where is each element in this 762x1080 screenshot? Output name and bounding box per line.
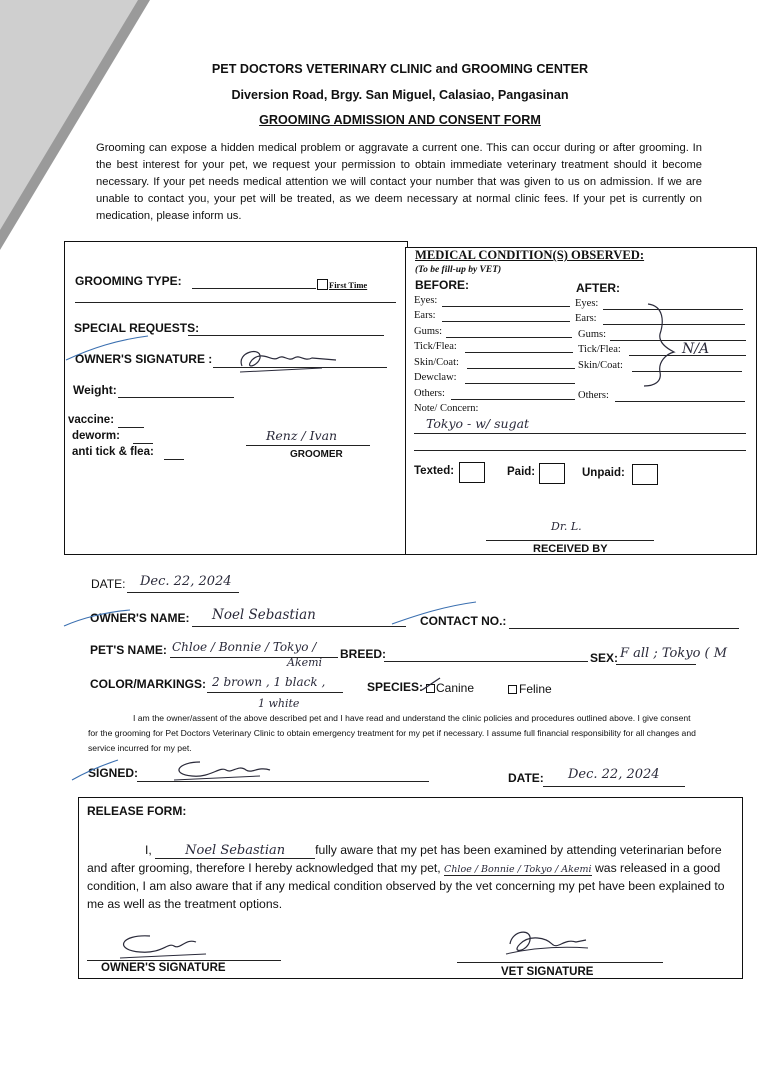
pet-name-field[interactable]: [170, 657, 338, 658]
owner-name-value: Noel Sebastian: [212, 607, 316, 623]
medical-subtitle: (To be fill-up by VET): [415, 265, 502, 275]
note-line-1[interactable]: [414, 433, 746, 434]
blue-pen-mark-4: [70, 758, 120, 782]
after-annotation: N/A: [682, 341, 710, 357]
feline-label: Feline: [519, 682, 552, 696]
signed-label: SIGNED:: [88, 766, 139, 780]
release-paragraph: [87, 842, 739, 913]
color-label: COLOR/MARKINGS:: [90, 677, 206, 691]
before-ears-label: Ears:: [414, 310, 436, 321]
unpaid-checkbox[interactable]: [632, 464, 658, 485]
after-tickflea-label: Tick/Flea:: [578, 344, 621, 355]
before-skincoat-label: Skin/Coat:: [414, 357, 459, 368]
date-value: Dec. 22, 2024: [140, 574, 232, 589]
clinic-name: PET DOCTORS VETERINARY CLINIC and GROOMING CENTER: [211, 62, 589, 76]
before-eyes-label: Eyes:: [414, 295, 438, 306]
groomer-value: Renz / Ivan: [266, 428, 338, 443]
groomer-line: [246, 445, 370, 446]
first-time-checkbox[interactable]: [317, 279, 328, 290]
before-dewclaw-field[interactable]: [465, 383, 575, 384]
consent-date-field[interactable]: [543, 786, 685, 787]
special-requests-field[interactable]: [188, 335, 384, 336]
sex-field[interactable]: [616, 664, 696, 665]
vet-release-signature-line[interactable]: [457, 962, 663, 963]
received-by-line[interactable]: [486, 540, 654, 541]
pet-name-value: Chloe / Bonnie / Tokyo /: [172, 640, 317, 654]
vet-release-signature-label: VET SIGNATURE: [501, 966, 594, 978]
after-label: AFTER:: [576, 281, 620, 295]
color-field[interactable]: [207, 692, 343, 693]
received-by-label: RECEIVED BY: [533, 543, 608, 555]
pet-name-label: PET'S NAME:: [90, 643, 167, 657]
after-gums-label: Gums:: [578, 329, 607, 340]
before-tickflea-field[interactable]: [465, 352, 573, 353]
after-skincoat-label: Skin/Coat:: [578, 360, 623, 371]
consent-date-label: DATE:: [508, 771, 544, 785]
texted-label: Texted:: [414, 465, 455, 477]
after-ears-label: Ears:: [575, 313, 597, 324]
owner-signature-label: OWNER'S SIGNATURE :: [75, 352, 213, 366]
signed-signature-scribble: [170, 756, 280, 784]
owner-name-field[interactable]: [192, 626, 406, 627]
vaccine-label: vaccine:: [68, 414, 115, 426]
special-requests-label: SPECIAL REQUESTS:: [74, 321, 200, 335]
breed-field[interactable]: [384, 661, 588, 662]
contact-field[interactable]: [509, 628, 739, 629]
after-others-label: Others:: [578, 390, 609, 401]
blue-pen-mark: [62, 334, 152, 364]
color-value-2: 1 white: [258, 697, 300, 710]
after-others-field[interactable]: [615, 401, 745, 402]
species-label: SPECIES:: [367, 680, 424, 694]
groomer-label: GROOMER: [290, 449, 343, 460]
owner-signature-scribble: [232, 344, 342, 376]
before-others-field[interactable]: [451, 399, 575, 400]
before-dewclaw-label: Dewclaw:: [414, 372, 457, 383]
owner-release-signature-line[interactable]: [87, 960, 281, 961]
antitick-field[interactable]: [164, 459, 184, 460]
date-label: DATE:: [91, 577, 126, 591]
unpaid-label: Unpaid:: [582, 467, 625, 479]
vet-release-signature: [502, 924, 592, 964]
release-name-value: Noel Sebastian: [155, 843, 315, 859]
pet-name-value-2: Akemi: [287, 656, 323, 669]
before-skincoat-field[interactable]: [467, 368, 575, 369]
deworm-label: deworm:: [72, 430, 120, 442]
owner-release-signature-label: OWNER'S SIGNATURE: [101, 962, 226, 974]
medical-title: MEDICAL CONDITION(S) OBSERVED:: [415, 248, 645, 262]
release-pet-value: Chloe / Bonnie / Tokyo / Akemi: [444, 863, 592, 875]
release-text-2: fully aware that my pet has been examined by attending veterinarian before and after grooming, therefore I hereby acknowledged that my pet,: [87, 843, 722, 875]
blue-pen-mark-2: [62, 608, 132, 628]
before-tickflea-label: Tick/Flea:: [414, 341, 457, 352]
deworm-field[interactable]: [133, 443, 153, 444]
weight-label: Weight:: [73, 383, 117, 397]
contact-label: CONTACT NO.:: [420, 614, 507, 628]
sex-label: SEX:: [590, 651, 619, 665]
before-eyes-field[interactable]: [442, 306, 570, 307]
before-label: BEFORE:: [415, 278, 469, 292]
release-title: RELEASE FORM:: [87, 804, 187, 818]
texted-checkbox[interactable]: [459, 462, 485, 483]
vaccine-field[interactable]: [118, 427, 144, 428]
intro-paragraph: Grooming can expose a hidden medical problem or aggravate a current one. This can occur during or after grooming. In the best interest for your pet, we request your permission to obtain immediate veterinary treatment should it become necessary. If your pet needs medical attention we will contact your number that was given to us on admission. If we are unable to contact you, your pet will be treated, as we deem necessary at normal clinic fees. If your pet is currently on medication, please inform us.: [96, 142, 702, 222]
release-text-1: I,: [145, 843, 152, 857]
first-time-label: First Time: [329, 280, 368, 290]
note-line-2[interactable]: [414, 450, 746, 451]
feline-checkbox[interactable]: [508, 685, 517, 694]
consent-text: I am the owner/assent of the above described pet and I have read and understand the clinic policies and procedures outlined above. I give consent for the grooming for Pet Doctors Veterinary Clinic to obtain emergency treatment for my pet if necessary. I assume full financial responsibility for all changes and service incurred for my pet.: [88, 713, 696, 753]
paid-checkbox[interactable]: [539, 463, 565, 484]
color-value: 2 brown , 1 black ,: [212, 675, 326, 689]
weight-field[interactable]: [118, 397, 234, 398]
form-title: GROOMING ADMISSION AND CONSENT FORM: [259, 113, 541, 127]
before-gums-field[interactable]: [446, 337, 572, 338]
grooming-type-label: GROOMING TYPE:: [75, 274, 182, 288]
clinic-address: Diversion Road, Brgy. San Miguel, Calasiao, Pangasinan: [231, 88, 569, 102]
owner-release-signature: [110, 930, 220, 962]
note-label: Note/ Concern:: [414, 403, 479, 414]
grooming-type-line-2: [75, 302, 396, 303]
date-field[interactable]: [127, 592, 239, 593]
consent-date-value: Dec. 22, 2024: [568, 767, 660, 782]
after-eyes-label: Eyes:: [575, 298, 599, 309]
paid-label: Paid:: [507, 466, 536, 478]
owner-name-label: OWNER'S NAME:: [90, 611, 190, 625]
grooming-type-field[interactable]: [192, 288, 316, 289]
note-value: Tokyo - w/ sugat: [426, 416, 530, 431]
antitick-label: anti tick & flea:: [72, 446, 154, 458]
after-brace-mark: [630, 300, 680, 390]
before-ears-field[interactable]: [442, 321, 570, 322]
breed-label: BREED:: [340, 647, 387, 661]
received-by-value: Dr. L.: [551, 520, 582, 533]
before-others-label: Others:: [414, 388, 445, 399]
before-gums-label: Gums:: [414, 326, 443, 337]
sex-value: F all ; Tokyo ( M: [620, 646, 728, 661]
canine-label: Canine: [436, 681, 475, 695]
release-text-3: was released in a good condition, I am also aware that if any medical condition observed by the vet concerning my pet have been explained to me as well as the treatment options.: [87, 860, 725, 911]
